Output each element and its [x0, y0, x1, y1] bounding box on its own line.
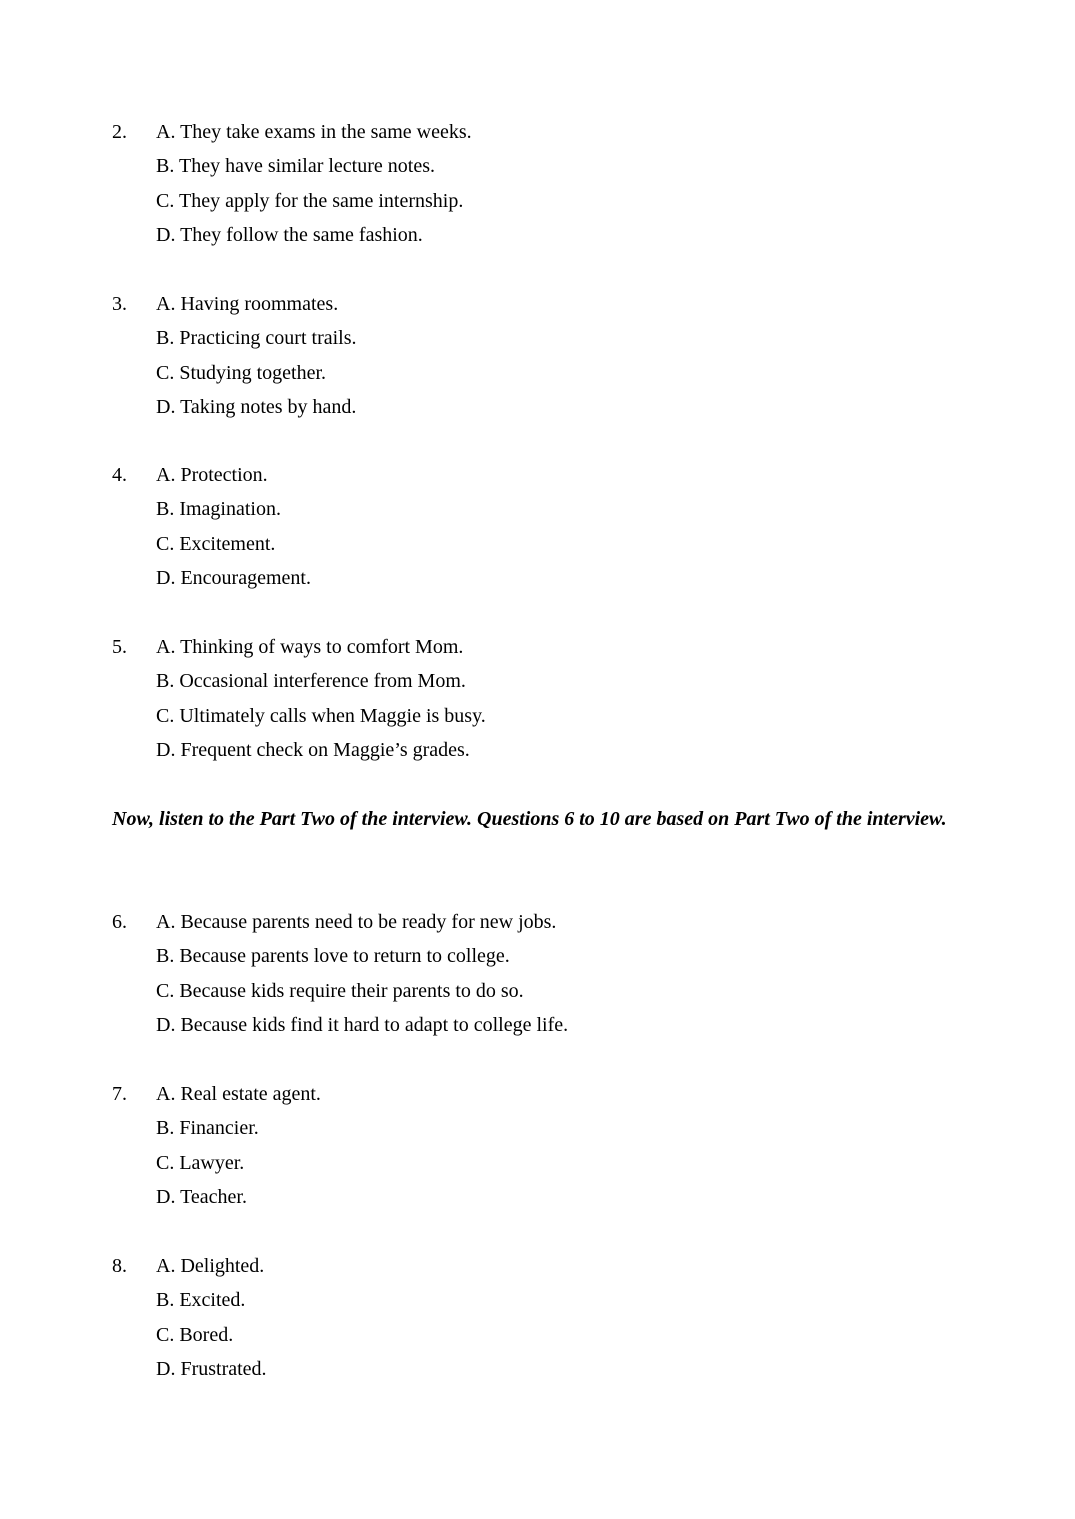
- option-list: [156, 905, 956, 1042]
- option-list: [156, 458, 956, 595]
- question-number: 4.: [112, 464, 127, 486]
- option-c: C. Excitement.: [156, 532, 276, 555]
- option-c: C. They apply for the same internship.: [156, 189, 464, 212]
- question-number: 7.: [112, 1083, 127, 1105]
- option-a: A. Delighted.: [156, 1255, 265, 1277]
- option-b: B. Practicing court trails.: [156, 327, 357, 350]
- question-number: 6.: [112, 911, 127, 933]
- part-two-instruction: Now, listen to the Part Two of the interview. Questions 6 to 10 are based on Part Two of the interview.: [112, 808, 947, 830]
- option-list: [156, 630, 956, 767]
- option-b: B. Because parents love to return to college.: [156, 945, 510, 968]
- option-a: A. They take exams in the same weeks.: [156, 121, 472, 143]
- option-b: B. Financier.: [156, 1117, 259, 1140]
- option-a: A. Thinking of ways to comfort Mom.: [156, 636, 464, 658]
- option-d: D. Teacher.: [156, 1185, 247, 1208]
- option-c: C. Bored.: [156, 1323, 234, 1346]
- question-number: 3.: [112, 293, 127, 315]
- option-a: A. Protection.: [156, 464, 268, 486]
- option-c: C. Studying together.: [156, 361, 326, 384]
- option-b: B. Excited.: [156, 1289, 246, 1312]
- option-d: D. Because kids find it hard to adapt to college life.: [156, 1013, 569, 1036]
- option-d: D. Encouragement.: [156, 566, 311, 589]
- option-a: A. Having roommates.: [156, 293, 339, 315]
- option-a: A. Real estate agent.: [156, 1083, 321, 1105]
- option-c: C. Ultimately calls when Maggie is busy.: [156, 704, 486, 727]
- option-d: D. Frustrated.: [156, 1357, 267, 1380]
- option-list: [156, 1077, 956, 1214]
- question-number: 2.: [112, 121, 127, 143]
- option-c: C. Because kids require their parents to do so.: [156, 979, 524, 1002]
- option-b: B. Occasional interference from Mom.: [156, 670, 466, 693]
- option-c: C. Lawyer.: [156, 1151, 245, 1174]
- option-d: D. They follow the same fashion.: [156, 223, 423, 246]
- option-b: B. They have similar lecture notes.: [156, 155, 435, 178]
- option-a: A. Because parents need to be ready for new jobs.: [156, 911, 557, 933]
- option-b: B. Imagination.: [156, 498, 281, 521]
- option-list: [156, 287, 956, 424]
- question-number: 8.: [112, 1255, 127, 1277]
- option-list: [156, 1249, 956, 1386]
- option-d: D. Taking notes by hand.: [156, 395, 357, 418]
- option-d: D. Frequent check on Maggie’s grades.: [156, 738, 470, 761]
- question-number: 5.: [112, 636, 127, 658]
- option-list: [156, 115, 956, 252]
